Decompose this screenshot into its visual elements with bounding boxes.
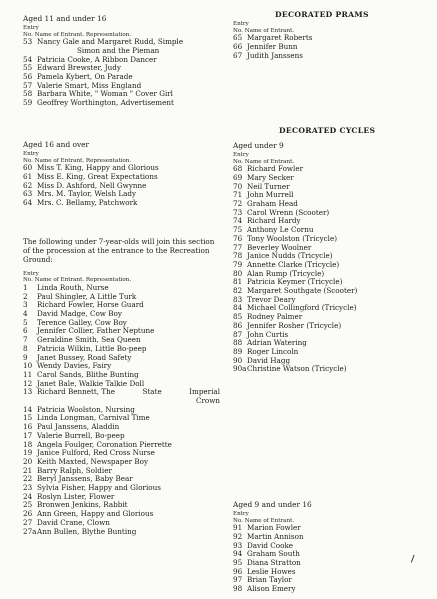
entry-text: Paul Shingler, A Little Turk (37, 291, 137, 301)
entrant-list (233, 34, 428, 60)
entry-text: Ann Bullen, Blythe Bunting (37, 526, 137, 536)
entry-text: Linda Routh, Nurse (37, 282, 109, 292)
entry-number: 73 (233, 207, 243, 217)
section-aged-16-and-over (23, 140, 228, 208)
entry-number: 68 (233, 164, 243, 174)
section-title: DECORATED CYCLES (279, 126, 376, 135)
entrant-list (23, 164, 228, 208)
entry-number: 55 (23, 63, 33, 73)
entry-text: Nancy Gale and Margaret Rudd, Simple (37, 37, 184, 47)
entry-number: 93 (233, 540, 243, 550)
entry-number: 66 (233, 41, 243, 51)
entry-number: 19 (23, 448, 33, 458)
entry-text-justified (37, 388, 220, 397)
entry-number: 11 (23, 369, 33, 379)
entry-text: Janet Bale, Walkie Talkie Doll (37, 378, 145, 388)
entry-text: Valerie Burrell, Bo-peep (37, 430, 125, 440)
entry-number: 91 (233, 523, 243, 533)
entry-text: Roger Lincoln (247, 346, 299, 356)
entry-text: Linda Longman, Carnival Time (37, 413, 150, 423)
entry-text: Martin Annison (247, 531, 304, 541)
entry-number: 5 (23, 317, 28, 327)
column-header: No. Name of Entrant. (233, 158, 295, 165)
entry-text: Geoffrey Worthington, Advertisement (37, 98, 174, 108)
entry-number: 74 (233, 216, 243, 226)
entry-text: Carol Sands, Blithe Bunting (37, 369, 139, 379)
entry-number: 85 (233, 312, 243, 322)
entrant-row (23, 528, 228, 537)
entry-number: 21 (23, 465, 33, 475)
entry-text: David Crane, Clown (37, 517, 110, 527)
entry-text: Mrs. C. Bellamy, Patchwork (37, 198, 138, 207)
entry-text-continued: Crown (195, 396, 220, 406)
entry-text: John Murrell (247, 190, 294, 200)
entry-text: Alison Emery (247, 584, 296, 594)
intro-paragraph: The following under 7-year-olds will join this section of the procession at the entrance to the Recreation Ground: (23, 237, 215, 264)
entry-text: Jennifer Bunn (247, 41, 298, 51)
entry-text: Margaret Southgate (Scooter) (247, 286, 358, 296)
entry-header: Entry (23, 270, 39, 277)
entry-text: John Curtis (247, 329, 289, 339)
entry-number: 95 (233, 558, 243, 567)
entry-number: 69 (233, 172, 243, 182)
section-heading: Aged 16 and over (23, 140, 90, 149)
section-aged-11-to-16 (23, 14, 228, 108)
entry-text-part: State (142, 387, 162, 397)
entry-number: 20 (23, 456, 33, 466)
entry-number: 27 (23, 517, 33, 527)
entrant-row (23, 99, 228, 108)
entry-text: Christine Watson (Tricycle) (247, 364, 347, 374)
entry-text: Diana Stratton (247, 558, 301, 567)
entry-number: 57 (23, 80, 33, 90)
section-heading: Aged 11 and under 16 (23, 14, 107, 23)
entry-text: Miss D. Ashford, Nell Gwynne (37, 180, 147, 190)
entry-text: Graham Head (247, 199, 298, 208)
entry-header: Entry (23, 25, 39, 31)
entry-text: Trevor Deary (247, 294, 296, 304)
entry-header: Entry (23, 151, 39, 157)
entry-number: 84 (233, 303, 243, 313)
entry-text: Paul Janssens, Aladdin (37, 422, 120, 432)
entry-number: 80 (233, 268, 243, 278)
section-heading: Aged under 9 (233, 141, 284, 150)
column-header: No. Name of Entrant. Representation. (23, 31, 132, 38)
entrant-row (233, 585, 428, 594)
entry-text: Janice Fulford, Red Cross Nurse (37, 448, 155, 458)
entry-number: 18 (23, 439, 33, 449)
entry-text: Mrs. M. Taylor, Welsh Lady (37, 189, 137, 199)
section-decorated-prams (233, 10, 428, 60)
entry-number: 86 (233, 320, 243, 330)
entry-number: 10 (23, 361, 33, 371)
entry-text: Mary Secker (247, 172, 294, 182)
entry-number: 56 (23, 72, 33, 81)
entry-number: 15 (23, 413, 33, 423)
entry-number: 76 (233, 233, 243, 243)
entry-text: Neil Turner (247, 181, 290, 191)
entry-number: 90 (233, 355, 243, 365)
entry-number: 24 (23, 491, 33, 501)
column-header: No. Name of Entrant. Representation. (23, 277, 132, 284)
entry-number: 64 (23, 198, 33, 207)
entry-header: Entry (233, 152, 249, 158)
entry-text: Janice Nudds (Tricycle) (247, 251, 333, 261)
entrant-row (23, 199, 228, 208)
entry-number: 75 (233, 225, 243, 235)
entry-number: 58 (23, 89, 33, 99)
entry-number: 70 (233, 181, 243, 191)
entry-text: Adrian Watering (247, 338, 307, 348)
entry-text-part: Richard Bennett, The (37, 387, 116, 397)
entry-text: David Hagg (247, 355, 291, 365)
section-under-7 (23, 238, 228, 536)
section-heading: Aged 9 and under 16 (233, 500, 312, 509)
entry-text: Beverley Woolner (247, 242, 312, 252)
entrant-row (233, 52, 428, 61)
entry-text: Beryl Janssens, Baby Bear (37, 474, 133, 484)
entry-text: Barbara White, " Woman " Cover Girl (37, 89, 173, 99)
entry-number: 71 (233, 190, 243, 200)
entry-number: 97 (233, 575, 243, 585)
entry-text: Miss T. King, Happy and Glorious (37, 163, 159, 173)
entry-number: 88 (233, 338, 243, 348)
entry-number: 26 (23, 509, 33, 519)
entry-number: 59 (23, 98, 33, 108)
entry-text: David Cooke (247, 540, 294, 550)
entry-text: Tony Woolston (Tricycle) (247, 233, 338, 243)
entrant-list (233, 165, 428, 374)
entry-number: 6 (23, 326, 28, 336)
entry-text: Richard Fowler (247, 164, 304, 174)
entry-number: 16 (23, 422, 33, 432)
entry-text: Wendy Davies, Fairy (37, 361, 112, 371)
entry-text: Anthony Le Cornu (247, 225, 314, 235)
entry-text: Annette Clarke (Tricycle) (247, 259, 340, 269)
entry-text: Jennifer Rosher (Tricycle) (247, 320, 342, 330)
entry-text: Patricia Keymer (Tricycle) (247, 277, 343, 287)
entry-text: Graham South (247, 549, 300, 559)
entry-number: 61 (23, 171, 33, 181)
entry-number: 83 (233, 294, 243, 304)
entry-text: Edward Brewster, Judy (37, 63, 121, 73)
entry-text: Alan Rump (Tricycle) (247, 268, 325, 278)
entry-number: 78 (233, 251, 243, 261)
entry-number: 62 (23, 180, 33, 190)
entry-number: 22 (23, 474, 33, 484)
column-header: No. Name of Entrant. (233, 517, 295, 524)
entrant-list (23, 38, 228, 108)
entry-number: 94 (233, 549, 243, 559)
entry-number: 2 (23, 291, 28, 301)
entry-text: Bronwen Jenkins, Rabbit (37, 500, 128, 510)
entry-number: 3 (23, 300, 28, 310)
entry-number: 65 (233, 33, 243, 43)
entry-number: 14 (23, 404, 33, 414)
entry-number: 13 (23, 387, 33, 397)
entry-text: Patricia Cooke, A Ribbon Dancer (37, 54, 157, 64)
entry-text: Carol Wrenn (Scooter) (247, 207, 330, 217)
entry-number: 54 (23, 54, 33, 64)
entry-text: Terence Galley, Cow Boy (37, 317, 127, 327)
entry-number: 77 (233, 242, 243, 252)
entrant-list (23, 284, 228, 536)
entrant-list (233, 524, 428, 594)
entry-text: Patricia Wilkin, Little Bo-peep (37, 343, 147, 353)
entry-text: Michael Collingford (Tricycle) (247, 303, 357, 313)
entry-number: 92 (233, 531, 243, 541)
entry-number: 82 (233, 286, 243, 296)
entry-text: David Madge, Cow Boy (37, 309, 122, 319)
entry-text: Sylvia Fisher, Happy and Glorious (37, 483, 161, 493)
entry-text: Miss E. King, Great Expectations (37, 171, 158, 181)
entry-header: Entry (233, 21, 249, 27)
entry-number: 89 (233, 346, 243, 356)
entry-number: 12 (23, 378, 33, 388)
entry-number: 1 (23, 282, 28, 292)
entry-text: Leslie Howes (247, 566, 296, 576)
entry-text: Janet Bussey, Road Safety (37, 352, 132, 362)
entry-text: Rodney Palmer (247, 312, 303, 322)
entry-text: Richard Fowler, Horse Guard (37, 300, 144, 310)
entry-number: 60 (23, 163, 33, 173)
entrant-row (233, 365, 428, 374)
entry-number: 90a (233, 364, 247, 374)
entry-number: 8 (23, 343, 28, 353)
column-header: No. Name of Entrant. Representation. (23, 157, 132, 164)
entry-text-part: Imperial (189, 387, 220, 397)
entry-number: 23 (23, 483, 33, 493)
entry-text: Pamela Kybert, On Parade (37, 72, 133, 81)
entry-text: Barry Ralph, Soldier (37, 465, 112, 475)
entry-text-continued: Simon and the Pieman (77, 45, 160, 55)
entry-text: Valerie Smart, Miss England (37, 80, 142, 90)
entry-number: 17 (23, 430, 33, 440)
entry-text: Margaret Roberts (247, 33, 313, 43)
entry-text: Judith Janssens (247, 50, 303, 60)
entry-number: 7 (23, 335, 28, 345)
entry-number: 72 (233, 199, 243, 208)
entry-number: 63 (23, 189, 33, 199)
entry-text: Angela Foulger, Coronation Pierrette (37, 439, 172, 449)
entry-number: 53 (23, 37, 33, 47)
entry-number: 25 (23, 500, 33, 510)
section-decorated-cycles (233, 126, 428, 374)
entry-number: 96 (233, 566, 243, 576)
entry-text: Marion Fowler (247, 523, 301, 533)
entry-number: 87 (233, 329, 243, 339)
entry-number: 98 (233, 584, 243, 594)
entry-number: 9 (23, 352, 28, 362)
entry-text: Patricia Woolston, Nursing (37, 404, 135, 414)
entry-text: Jennifer Collier, Father Neptune (37, 326, 155, 336)
entry-number: 27a (23, 526, 37, 536)
entry-number: 79 (233, 259, 243, 269)
entry-number: 4 (23, 309, 28, 319)
entry-text: Brian Taylor (247, 575, 292, 585)
section-title: DECORATED PRAMS (275, 10, 369, 19)
entry-header: Entry (233, 511, 249, 517)
entry-text: Richard Hardy (247, 216, 301, 226)
entry-text: Ann Green, Happy and Glorious (37, 509, 154, 519)
entry-text: Roslyn Lister, Flower (37, 491, 115, 501)
section-cycles-aged-9-to-16 (233, 500, 428, 594)
entry-number: 67 (233, 50, 243, 60)
entry-number: 81 (233, 277, 243, 287)
entry-text: Geraldine Smith, Sea Queen (37, 335, 141, 345)
column-header: No. Name of Entrant. (233, 27, 295, 34)
entry-text: Keith Maxted, Newspaper Boy (37, 456, 149, 466)
